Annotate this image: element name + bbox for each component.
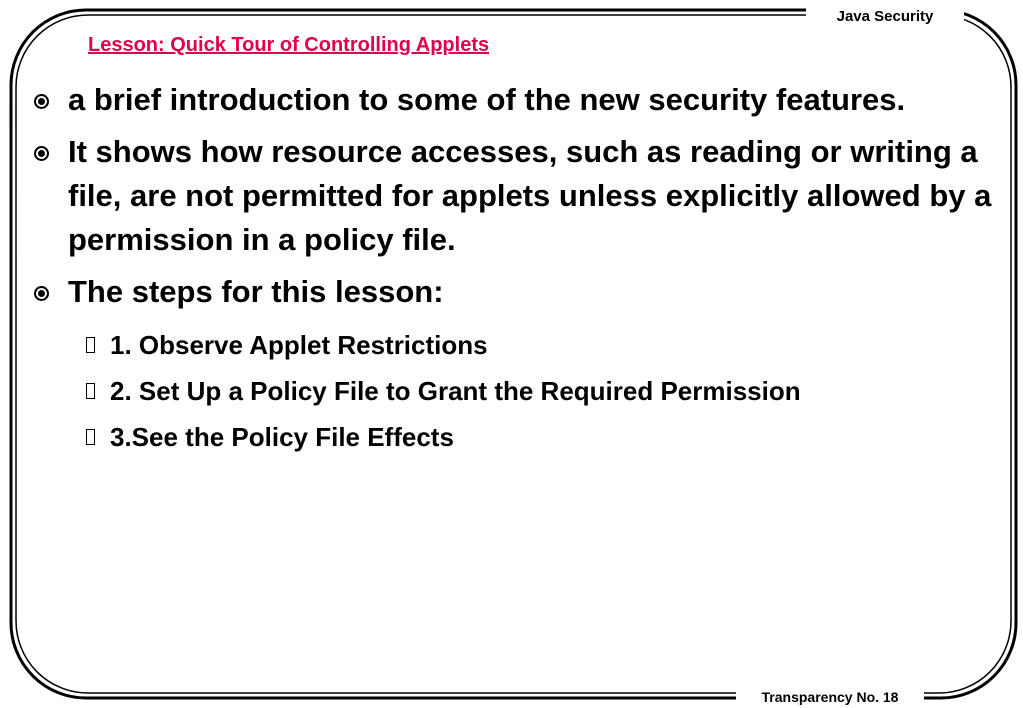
step-box-icon bbox=[86, 337, 95, 353]
bullet-text: a brief introduction to some of the new security features. bbox=[68, 82, 906, 117]
footer-label: Transparency No. 18 bbox=[736, 688, 924, 706]
bullet-item bbox=[30, 78, 1000, 122]
bullet-item bbox=[30, 270, 1000, 314]
step-item bbox=[30, 322, 1000, 368]
step-text: 3.See the Policy File Effects bbox=[110, 422, 454, 452]
step-text: 2. Set Up a Policy File to Grant the Required Permission bbox=[110, 376, 801, 406]
bullet-dot-icon bbox=[34, 146, 49, 161]
lesson-title[interactable]: Lesson: Quick Tour of Controlling Applets bbox=[88, 34, 490, 56]
bullet-text: It shows how resource accesses, such as reading or writing a file, are not permitted for applets unless explicitly allowed by a permission in a policy file. bbox=[68, 134, 992, 257]
step-box-icon bbox=[86, 383, 95, 399]
slide-content bbox=[30, 78, 1000, 460]
header-label: Java Security bbox=[806, 7, 964, 27]
step-item bbox=[30, 368, 1000, 414]
bullet-dot-icon bbox=[34, 94, 49, 109]
step-item bbox=[30, 414, 1000, 460]
step-box-icon bbox=[86, 429, 95, 445]
bullet-dot-icon bbox=[34, 286, 49, 301]
bullet-item bbox=[30, 130, 1000, 262]
bullet-text: The steps for this lesson: bbox=[68, 274, 444, 309]
step-text: 1. Observe Applet Restrictions bbox=[110, 330, 488, 360]
